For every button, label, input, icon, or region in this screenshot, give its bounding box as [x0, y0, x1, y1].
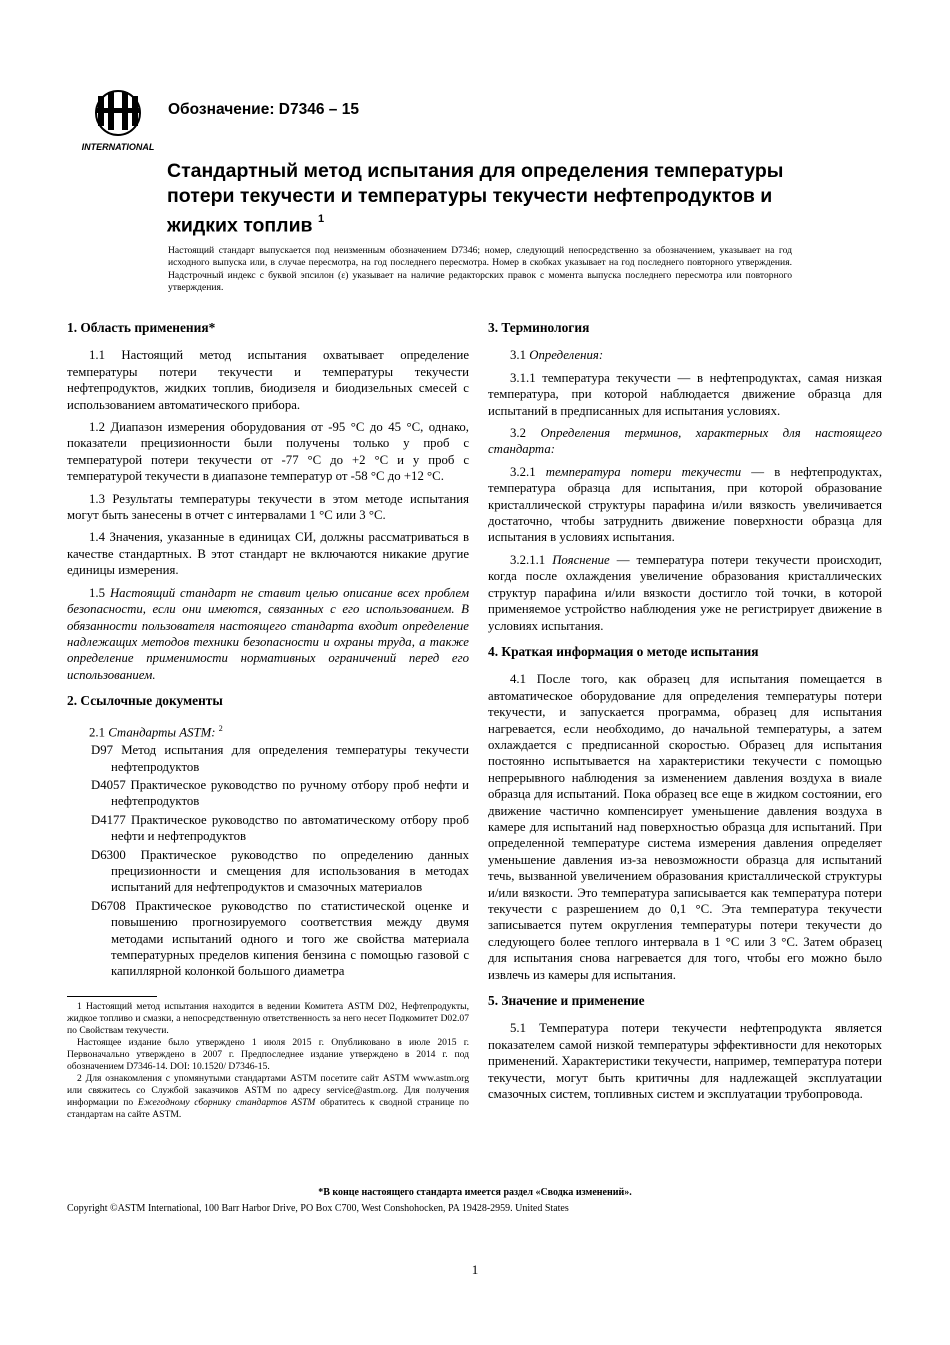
section-4-heading: 4. Краткая информация о методе испытания [488, 643, 759, 659]
reference-d97: D97 Метод испытания для определения температуры текучести нефтепродуктов [91, 743, 469, 774]
footnote-1-edition: Настоящее издание было утверждено 1 июля 2015 г. Опубликовано в июле 2015 г. Первоначально утверждено в 2007 г. Предпоследнее издание утверждено в 2014 г. под обозначением D7346-14. DOI: 10.1520/ D7346-15. [67, 1036, 469, 1072]
para-4-1: 4.1 После того, как образец для испытания помещается в автоматическое оборудование для определения температуры потери текучести, и запускается программа, образец для испытания нагревается, если необходимо, до начальной температуры, а затем охлаждается с предписанной скоростью. Образец для испытания постоянно испытывается на характеристики текучести с помощью непрерывного наблюдения за изменением давления воздуха в виале образца для испытаний. Пока образец все еще в жидком состоянии, его движение частично компенсирует уменьшение давления воздуха в камере для испытаний над поверхностью образца для испытаний. При определенной температуре система измерения давления определяет уменьшение давления из-за невозможности образца для испытаний течь, вызванной увеличением образования кристаллической структуры и/или вязкости. Это температура записывается как температура потери текучести с разрешением до 0,1 °C. Эта температура текучести записывается путем округления температуры потери текучести до следующего более теплого интервала в 1 °C или 3 °C. Затем образец для испытания снова нагревается для того, чтобы его можно было извлечь из камеры для испытания. [488, 672, 882, 982]
section-2-heading: 2. Ссылочные документы [67, 693, 223, 709]
reference-d6708: D6708 Практическое руководство по статистической оценке и повышению прогнозируемого соответствия между двумя методами испытаний одного и того же свойства материала температурных пределов кипения бензина с помощью газовой с капиллярной колонкой большого диаметра [91, 898, 469, 979]
svg-text:INTERNATIONAL: INTERNATIONAL [81, 142, 155, 152]
section-3-heading: 3. Терминология [488, 320, 590, 335]
title-text: Стандартный метод испытания для определения температуры потери текучести и температуры текучести нефтепродуктов и жидких топлив [167, 160, 784, 237]
issuance-notice: Настоящий стандарт выпускается под неизменным обозначением D7346; номер, следующий непосредственно за обозначением, указывает на год исходного выпуска или, в случае пересмотра, на год последнего пересмотра. Номер в скобках указывает на год последнего повторного утверждения. Надстрочный индекс с буквой эпсилон (ε) указывает на наличие редакторских правок с момента выпуска последнего пересмотра или повторного утверждения. [168, 245, 792, 294]
para-1-4: 1.4 Значения, указанные в единицах СИ, должны рассматриваться в качестве стандартных. В этот стандарт не включаются никакие другие единицы измерения. [67, 530, 469, 578]
para-1-3: 1.3 Результаты температуры текучести в этом методе испытания могут быть занесены в отчет с интервалами 1 °C или 3 °C. [67, 491, 469, 523]
para-3-1-1: 3.1.1 температура текучести — в нефтепродуктах, самая низкая температура, при которой наблюдается движение образца для испытаний в предписанных для испытания условиях. [488, 370, 882, 418]
para-3-2: 3.2 Определения терминов, характерных для настоящего стандарта: [488, 426, 882, 457]
section-1-heading: 1. Область применения* [67, 320, 216, 335]
para-2-1: 2.1 Стандарты ASTM: $^2$ [89, 723, 223, 739]
para-3-2-1-1: 3.2.1.1 Пояснение — температура потери текучести происходит, когда после охлаждения увеличение образования кристаллических структур парафина и/или вязкости достигло той точки, в которой применяемое устройство наблюдения уже не регистрирует движение в условиях испытания. [488, 552, 882, 633]
copyright: Copyright ©ASTM International, 100 Barr Harbor Drive, PO Box C700, West Conshohocken, PA 19428-2959. United States [67, 1203, 569, 1214]
para-5-1: 5.1 Температура потери текучести нефтепродукта является показателем самой низкой температуры эффективности для некоторых применений. Характеристики текучести, например, температура потери текучести, могут быть критичны для надлежащей эксплуатации смазочных систем, топливных систем и эксплуатации трубопровода. [488, 1021, 882, 1102]
footnote-1: 1 Настоящий метод испытания находится в ведении Комитета ASTM D02, Нефтепродукты, жидкое топливо и смазки, а непосредственную ответственность за него несет Подкомитет D02.07 по Свойствам текучести. [67, 1000, 469, 1036]
para-3-2-1: 3.2.1 температура потери текучести — в нефтепродуктах, температура образца для испытания, при которой образование кристаллической структуры парафина и/или вязкость увеличивается достаточно, чтобы затруднить движение поверхности образца для испытания в условиях испытания. [488, 464, 883, 545]
para-1-2: 1.2 Диапазон измерения оборудования от -95 °C до 45 °C, однако, показатели прецизионности были получены только у проб с температурой потери текучести от -77 °C до +2 °C и у проб с температурой текучести в диапазоне температур от -58 °C до +12 °C. [67, 420, 469, 484]
para-3-1: 3.1 Определения: [510, 348, 604, 363]
reference-d6300: D6300 Практическое руководство по определению данных прецизионности и смещения для использования в методах испытаний для нефтепродуктов и смазочных материалов [91, 847, 469, 895]
astm-logo [76, 86, 160, 154]
right-column [488, 320, 882, 1108]
reference-d4177: D4177 Практическое руководство по автоматическому отбору проб нефти и нефтепродуктов [91, 812, 469, 844]
footnote-2: 2 Для ознакомления с упомянутыми стандартами ASTM посетите сайт ASTM www.astm.org или свяжитесь со Службой заказчиков ASTM по адресу service@astm.org. Для получения информации по Ежегодному сборнику стандартов ASTM обратитесь к сводной странице по стандартам на сайте ASTM. [67, 1072, 469, 1120]
para-1-1: 1.1 Настоящий метод испытания охватывает определение температуры потери текучести и температуры текучести нефтепродуктов, жидких топлив, биодизеля и биодизельных смесей с использованием автоматического прибора. [67, 348, 469, 412]
footnotes [67, 1001, 469, 1121]
reference-d4057: D4057 Практическое руководство по ручному отбору проб нефти и нефтепродуктов [91, 778, 469, 809]
footnote-divider [67, 996, 157, 997]
page-number: 1 [471, 1262, 479, 1277]
summary-of-changes-note: *В конце настоящего стандарта имеется раздел «Сводка изменений». [318, 1187, 632, 1198]
para-1-5: 1.5 Настоящий стандарт не ставит целью описание всех проблем безопасности, если они имеются, связанных с его использованием. В обязанности пользователя настоящего стандарта входит определение надлежащих методов техники безопасности и охраны труда, а также определение применимости нормативных ограничений перед его использованием. [67, 585, 469, 682]
left-column [67, 320, 469, 1121]
designation: Обозначение: D7346 – 15 [168, 101, 359, 118]
title-footnote-ref: 1 [317, 213, 325, 225]
document-title [167, 159, 827, 239]
section-5-heading: 5. Значение и применение [488, 993, 645, 1009]
referenced-documents [67, 721, 469, 980]
